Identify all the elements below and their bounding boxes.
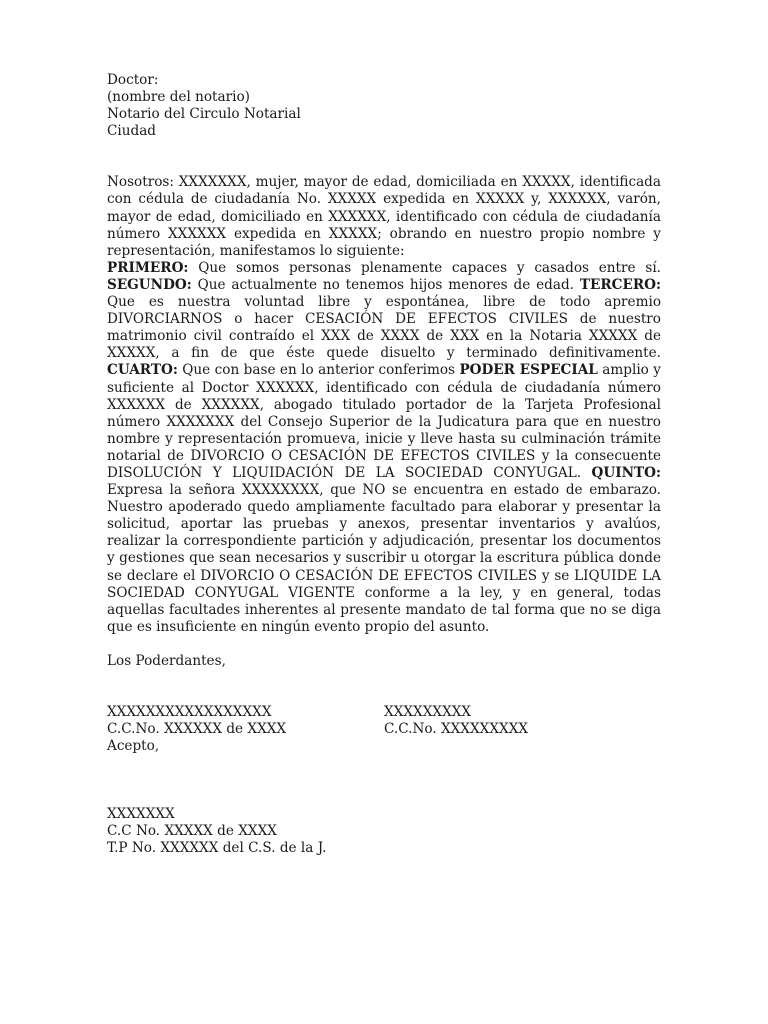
signatures-row bbox=[107, 704, 661, 738]
signature-left-name: XXXXXXXXXXXXXXXXX bbox=[107, 704, 272, 720]
attorney-block bbox=[107, 806, 661, 857]
addressee-city: Ciudad bbox=[107, 123, 157, 140]
signature-right-name: XXXXXXXXX bbox=[384, 704, 472, 720]
tercero-text: Que es nuestra voluntad libre y espontánea, libre de todo apremio DIVORCIARNOS o hacer CESACIÓN DE EFECTOS CIVILES de nuestro matrimonio civil contraído el XXX de XXXX de XXX en la Notaria XXXXX de XXXXX, a fin de que éste quede disuelto y terminado definitivamente. bbox=[107, 294, 661, 362]
cuarto-label: CUARTO: bbox=[107, 362, 178, 379]
primero-text: Que somos personas plenamente capaces y casados entre sí. bbox=[188, 259, 661, 276]
intro-paragraph: Nosotros: XXXXXXX, mujer, mayor de edad, domiciliada en XXXXX, identificada con cédula de ciudadanía No. XXXXX expedida en XXXXX y, XXXXXX, varón, mayor de edad, domiciliado en XXXXXX, identificado con cédula de ciudadanía número XXXXXX expedida en XXXXX; obrando en nuestro propio nombre y representación, manifestamos lo siguiente: bbox=[107, 174, 661, 259]
quinto-label: QUINTO: bbox=[591, 464, 661, 481]
addressee-block bbox=[107, 72, 661, 140]
acepto-text: Acepto, bbox=[107, 738, 160, 754]
signature-left-id: C.C.No. XXXXXX de XXXX bbox=[107, 721, 287, 738]
addressee-title: Doctor: bbox=[107, 72, 159, 88]
signature-right bbox=[384, 704, 528, 738]
segundo-label: SEGUNDO: bbox=[107, 276, 192, 293]
document-page bbox=[107, 72, 661, 857]
cuarto-bold: PODER ESPECIAL bbox=[459, 362, 598, 379]
attorney-name: XXXXXXX bbox=[107, 806, 175, 823]
segundo-text: Que actualmente no tenemos hijos menores de edad. bbox=[191, 276, 580, 293]
closing-text: Los Poderdantes, bbox=[107, 652, 226, 669]
quinto-text: Expresa la señora XXXXXXXX, que NO se encuentra en estado de embarazo. Nuestro apoderado quedo ampliamente facultado para elaborar y presentar la solicitud, aportar las pruebas y anexos, presentar inventarios y avalúos, realizar la correspondiente partición y adjudicación, presentar los documentos y gestiones que sean necesarios y suscribir u otorgar la escritura pública donde se declare el DIVORCIO O CESACIÓN DE EFECTOS CIVILES y se LIQUIDE LA SOCIEDAD CONYUGAL VIGENTE conforme a la ley, y en general, todas aquellas facultades inherentes al presente mandato de tal forma que no se diga que es insuficiente en ningún evento propio del asunto. bbox=[107, 482, 661, 635]
attorney-tp: T.P No. XXXXXX del C.S. de la J. bbox=[107, 840, 327, 857]
addressee-name: (nombre del notario) bbox=[107, 89, 250, 106]
primero-label: PRIMERO: bbox=[107, 259, 189, 276]
clauses-paragraph bbox=[107, 260, 661, 636]
tercero-label: TERCERO: bbox=[579, 276, 661, 293]
cuarto-text-a: Que con base en lo anterior conferimos bbox=[177, 362, 460, 379]
signature-left bbox=[107, 704, 286, 738]
attorney-id: C.C No. XXXXX de XXXX bbox=[107, 823, 277, 840]
signature-right-id: C.C.No. XXXXXXXXX bbox=[384, 721, 529, 738]
addressee-office: Notario del Circulo Notarial bbox=[107, 106, 301, 123]
cuarto-text-b: amplio y suficiente al Doctor XXXXXX, identificado con cédula de ciudadanía número XXXXXX de XXXXXX, abogado titulado portador de la Tarjeta Profesional número XXXXXXX del Consejo Superior de la Judicatura para que en nuestro nombre y representación promueva, inicie y lleve hasta su culminación trámite notarial de DIVORCIO O CESACIÓN DE EFECTOS CIVILES y la consecuente DISOLUCIÓN Y LIQUIDACIÓN DE LA SOCIEDAD CONYUGAL. bbox=[107, 362, 661, 481]
body-paragraphs bbox=[107, 174, 661, 636]
